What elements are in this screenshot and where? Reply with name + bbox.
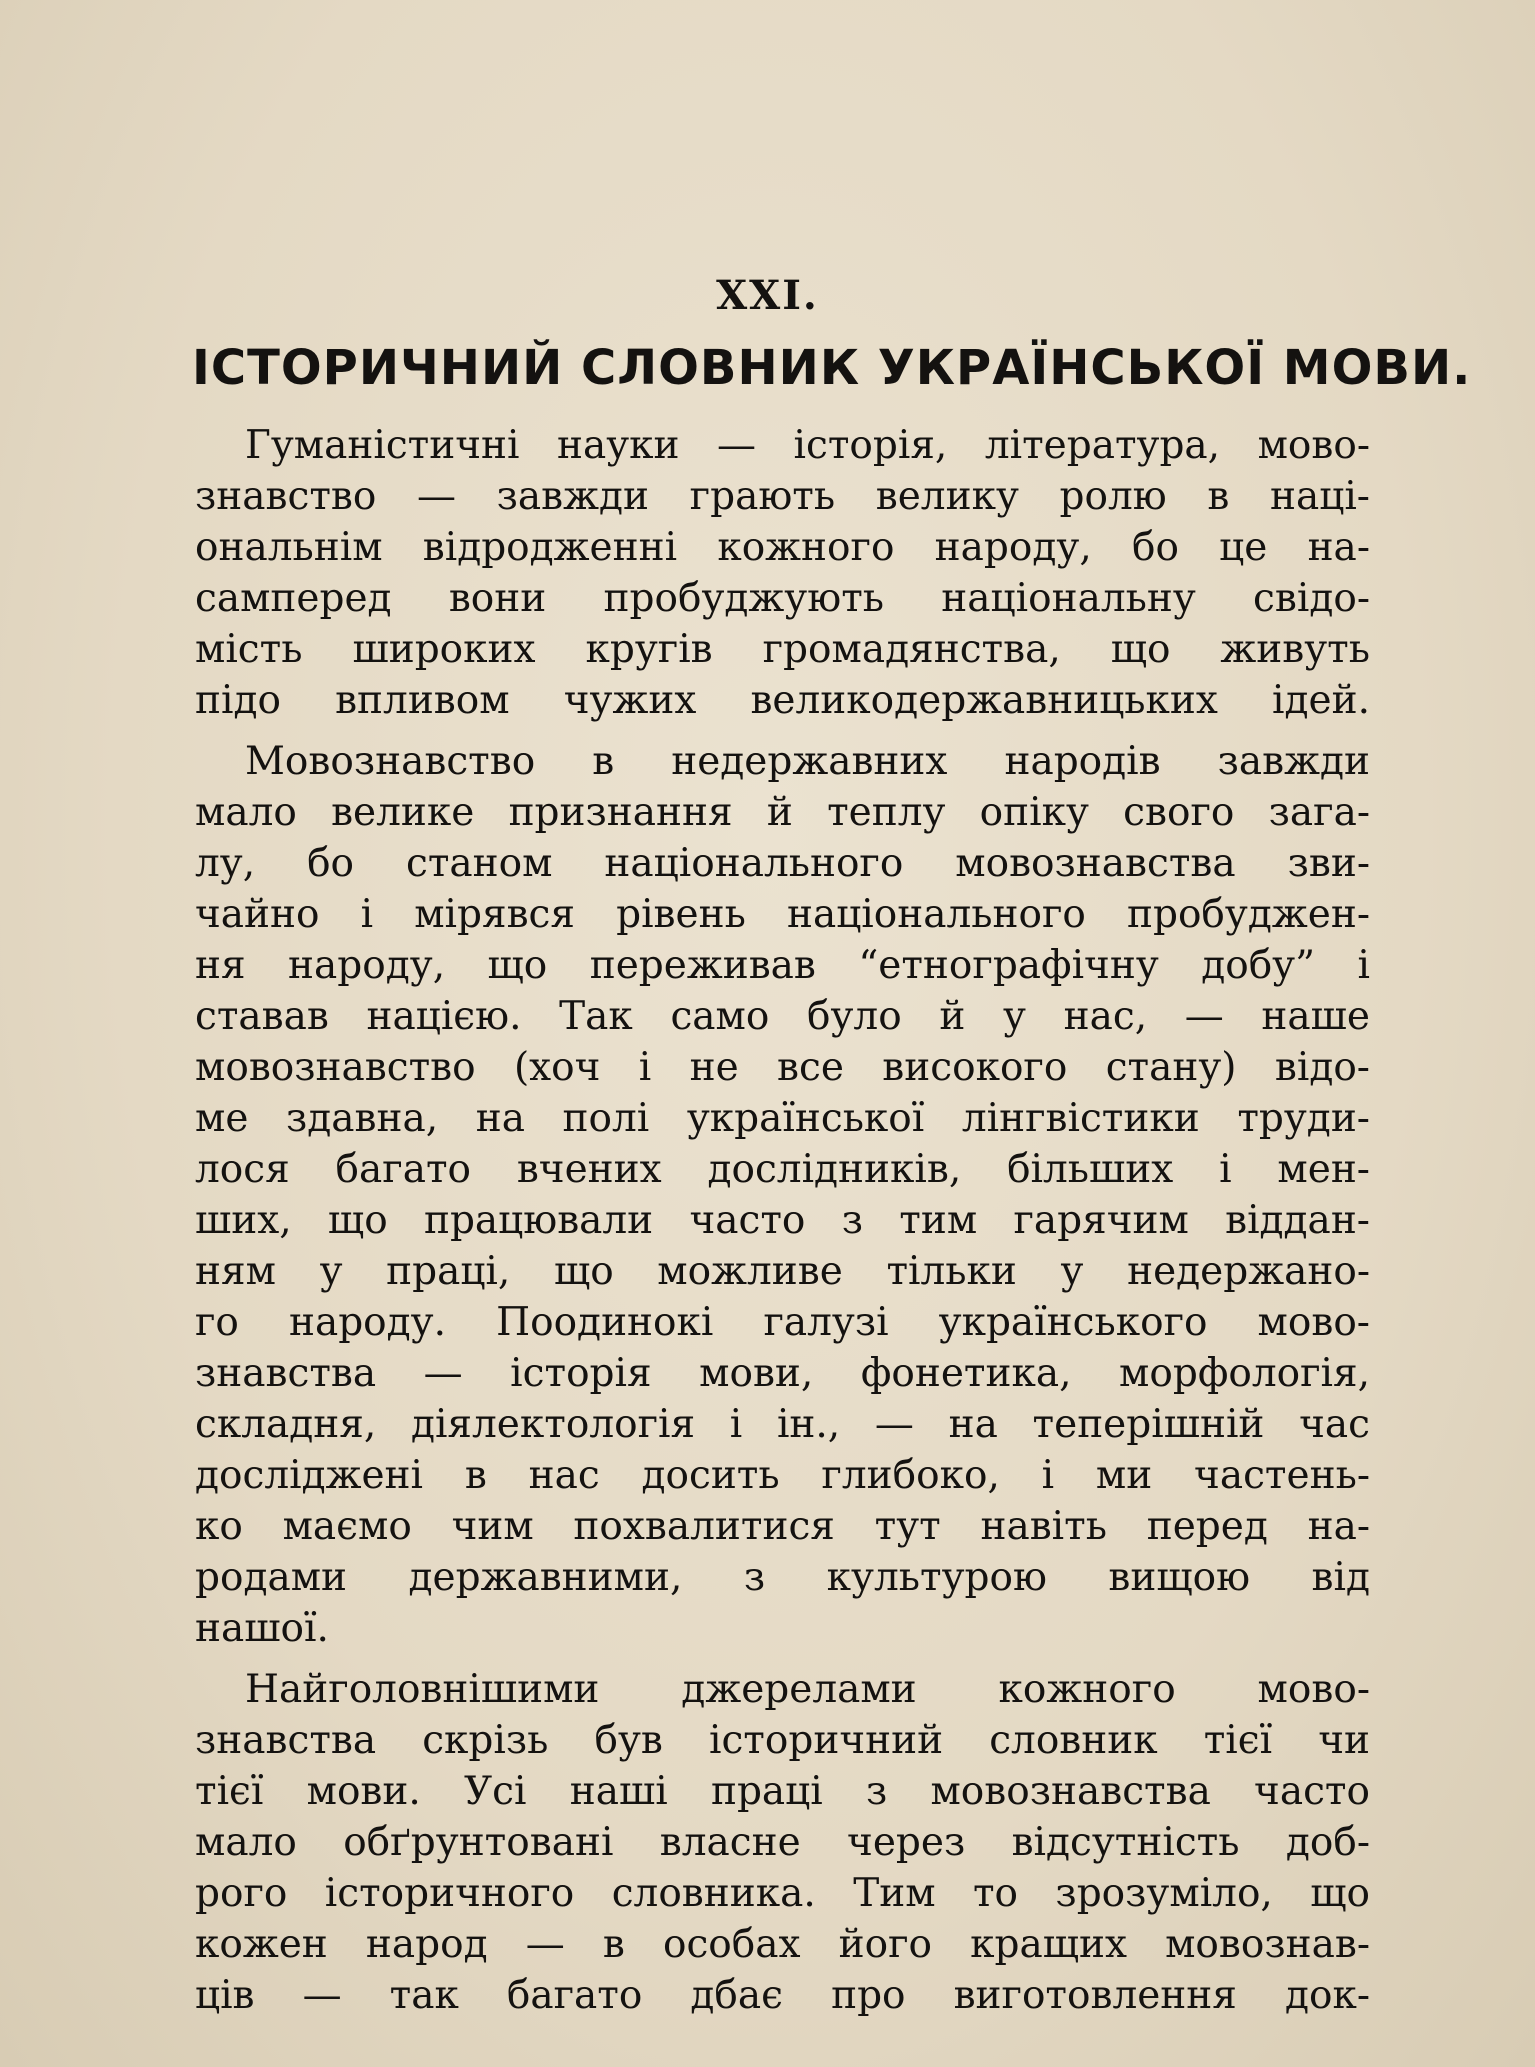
text-line: рого історичного словника. Тим то зрозуміло, що xyxy=(195,1871,1370,1916)
text-line: нашої. xyxy=(195,1606,329,1651)
text-line: самперед вони пробуджують національну свідо- xyxy=(195,576,1370,621)
text-line: ших, що працювали часто з тим гарячим віддан- xyxy=(195,1198,1370,1243)
text-line: Гуманістичні науки — історія, література, мово- xyxy=(245,423,1370,468)
text-line: знавство — завжди грають велику ролю в наці- xyxy=(195,474,1370,519)
text-line: Найголовнішими джерелами кожного мово- xyxy=(245,1667,1370,1712)
text-line: ко маємо чим похвалитися тут навіть перед на- xyxy=(195,1504,1370,1549)
text-line: знавства — історія мови, фонетика, морфологія, xyxy=(195,1351,1370,1396)
text-line: Мовознавство в недержавних народів завжди xyxy=(245,739,1370,784)
body-text xyxy=(195,420,1370,2031)
text-line: ням у праці, що можливе тільки у недержано- xyxy=(195,1249,1370,1294)
text-line: підо впливом чужих великодержавницьких ідей. xyxy=(195,678,1370,723)
text-line: знавства скрізь був історичний словник тієї чи xyxy=(195,1718,1370,1763)
text-line: го народу. Поодинокі галузі українського мово- xyxy=(195,1300,1370,1345)
text-line: ня народу, що переживав “етнографічну добу” і xyxy=(195,943,1370,988)
text-line: тієї мови. Усі наші праці з мовознавства часто xyxy=(195,1769,1370,1814)
text-line: ставав нацією. Так само було й у нас, — наше xyxy=(195,994,1370,1039)
text-line: чайно і мірявся рівень національного пробуджен- xyxy=(195,892,1370,937)
text-line: мовознавство (хоч і не все високого стану) відо- xyxy=(195,1045,1370,1090)
text-line: мало обґрунтовані власне через відсутність доб- xyxy=(195,1820,1370,1865)
text-line: лося багато вчених дослідників, більших і мен- xyxy=(195,1147,1370,1192)
text-line: мість широких кругів громадянства, що живуть xyxy=(195,627,1370,672)
paragraph xyxy=(195,420,1370,726)
chapter-title: ІСТОРИЧНИЙ СЛОВНИК УКРАЇНСЬКОЇ МОВИ. xyxy=(192,340,1472,396)
paragraph xyxy=(195,736,1370,1654)
text-line: кожен народ — в особах його кращих мовознав- xyxy=(195,1922,1370,1967)
text-line: ональнім відродженні кожного народу, бо це на- xyxy=(195,525,1370,570)
text-line: ме здавна, на полі української лінгвістики труди- xyxy=(195,1096,1370,1141)
text-line: складня, діялектологія і ін., — на теперішній час xyxy=(195,1402,1370,1447)
text-line: лу, бо станом національного мовознавства зви- xyxy=(195,841,1370,886)
text-line: мало велике признання й теплу опіку свого зага- xyxy=(195,790,1370,835)
chapter-number: XXI. xyxy=(716,272,819,319)
paragraph xyxy=(195,1664,1370,2021)
text-line: родами державними, з культурою вищою від xyxy=(195,1555,1370,1600)
text-line: ців — так багато дбає про виготовлення док- xyxy=(195,1973,1370,2018)
text-line: досліджені в нас досить глибоко, і ми частень- xyxy=(195,1453,1370,1498)
